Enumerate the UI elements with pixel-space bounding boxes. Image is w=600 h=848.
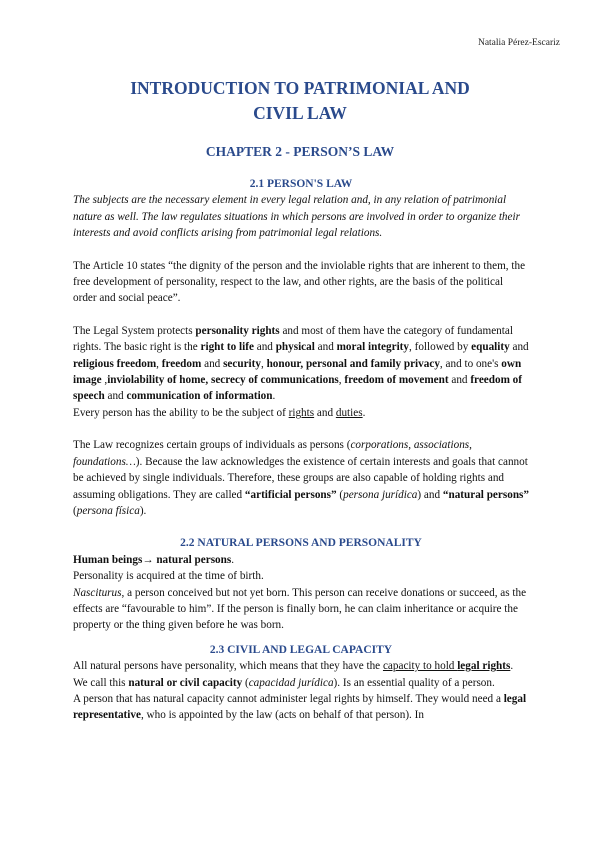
chapter-heading: CHAPTER 2 - PERSON’S LAW	[205, 144, 395, 159]
rights-duties-paragraph: Every person has the ability to be the subject of rights and duties.	[73, 406, 366, 419]
document-body	[73, 176, 529, 724]
section-heading-2-2: 2.2 NATURAL PERSONS AND PERSONALITY	[180, 537, 422, 550]
natural-capacity-paragraph: All natural persons have personality, which means that they have the capacity to hold legal rights. We call this natural or civil capacity (capacidad jurídica). Is an essential quality of a person.	[73, 660, 514, 689]
section-heading-2-3: 2.3 CIVIL AND LEGAL CAPACITY	[209, 643, 393, 656]
artificial-persons-paragraph: The Law recognizes certain groups of individuals as persons (corporations, associations, foundations…). Because the law acknowledges the existence of certain interests and goals that cannot be achieved by single individuals. Therefore, these groups are also capable of holding rights and assuming obligations. They are called “artificial persons” (persona jurídica) and “natural persons” (persona física).	[73, 439, 529, 517]
personality-rights-paragraph: The Legal System protects personality rights and most of them have the category of fundamental rights. The basic right is the right to life and physical and moral integrity, followed by equality and religious freedom, freedom and security, honour, personal and family privacy, and to one's own image ,inviolability of home, secrecy of communications, freedom of movement and freedom of speech and communication of information.	[73, 324, 529, 403]
section-heading-2-1: 2.1 PERSON'S LAW	[249, 178, 353, 190]
title-line-2: CIVIL LAW	[253, 103, 347, 123]
title-line-1: INTRODUCTION TO PATRIMONIAL AND	[130, 78, 470, 98]
personality-birth-line: Personality is acquired at the time of birth.	[73, 570, 264, 583]
section-intro: The subjects are the necessary element in every legal relation and, in any relation of patrimonial nature as well. The law regulates situations in which persons are involved in order to organize their interests and avoid conflicts arising from patrimonial legal relations.	[73, 194, 520, 240]
document-title	[0, 76, 600, 126]
legal-representative-paragraph: A person that has natural capacity cannot administer legal rights by himself. They would need a legal representative, who is appointed by the law (acts on behalf of that person). In	[73, 692, 527, 722]
nasciturus-paragraph: Nasciturus, a person conceived but not yet born. This person can receive donations or succeed, as the effects are “favourable to him”. If the person is finally born, he can claim inheritance or acquire the property or the thing given before he was born.	[73, 586, 527, 632]
human-beings-line: Human beings→ natural persons.	[73, 553, 235, 566]
header-author: Natalia Pérez-Escariz	[477, 38, 560, 48]
article-10-paragraph: The Article 10 states “the dignity of the person and the inviolable rights that are inherent to them, the free development of personality, respect to the law, and other rights, are the basis of the political order and social peace”.	[73, 259, 526, 305]
